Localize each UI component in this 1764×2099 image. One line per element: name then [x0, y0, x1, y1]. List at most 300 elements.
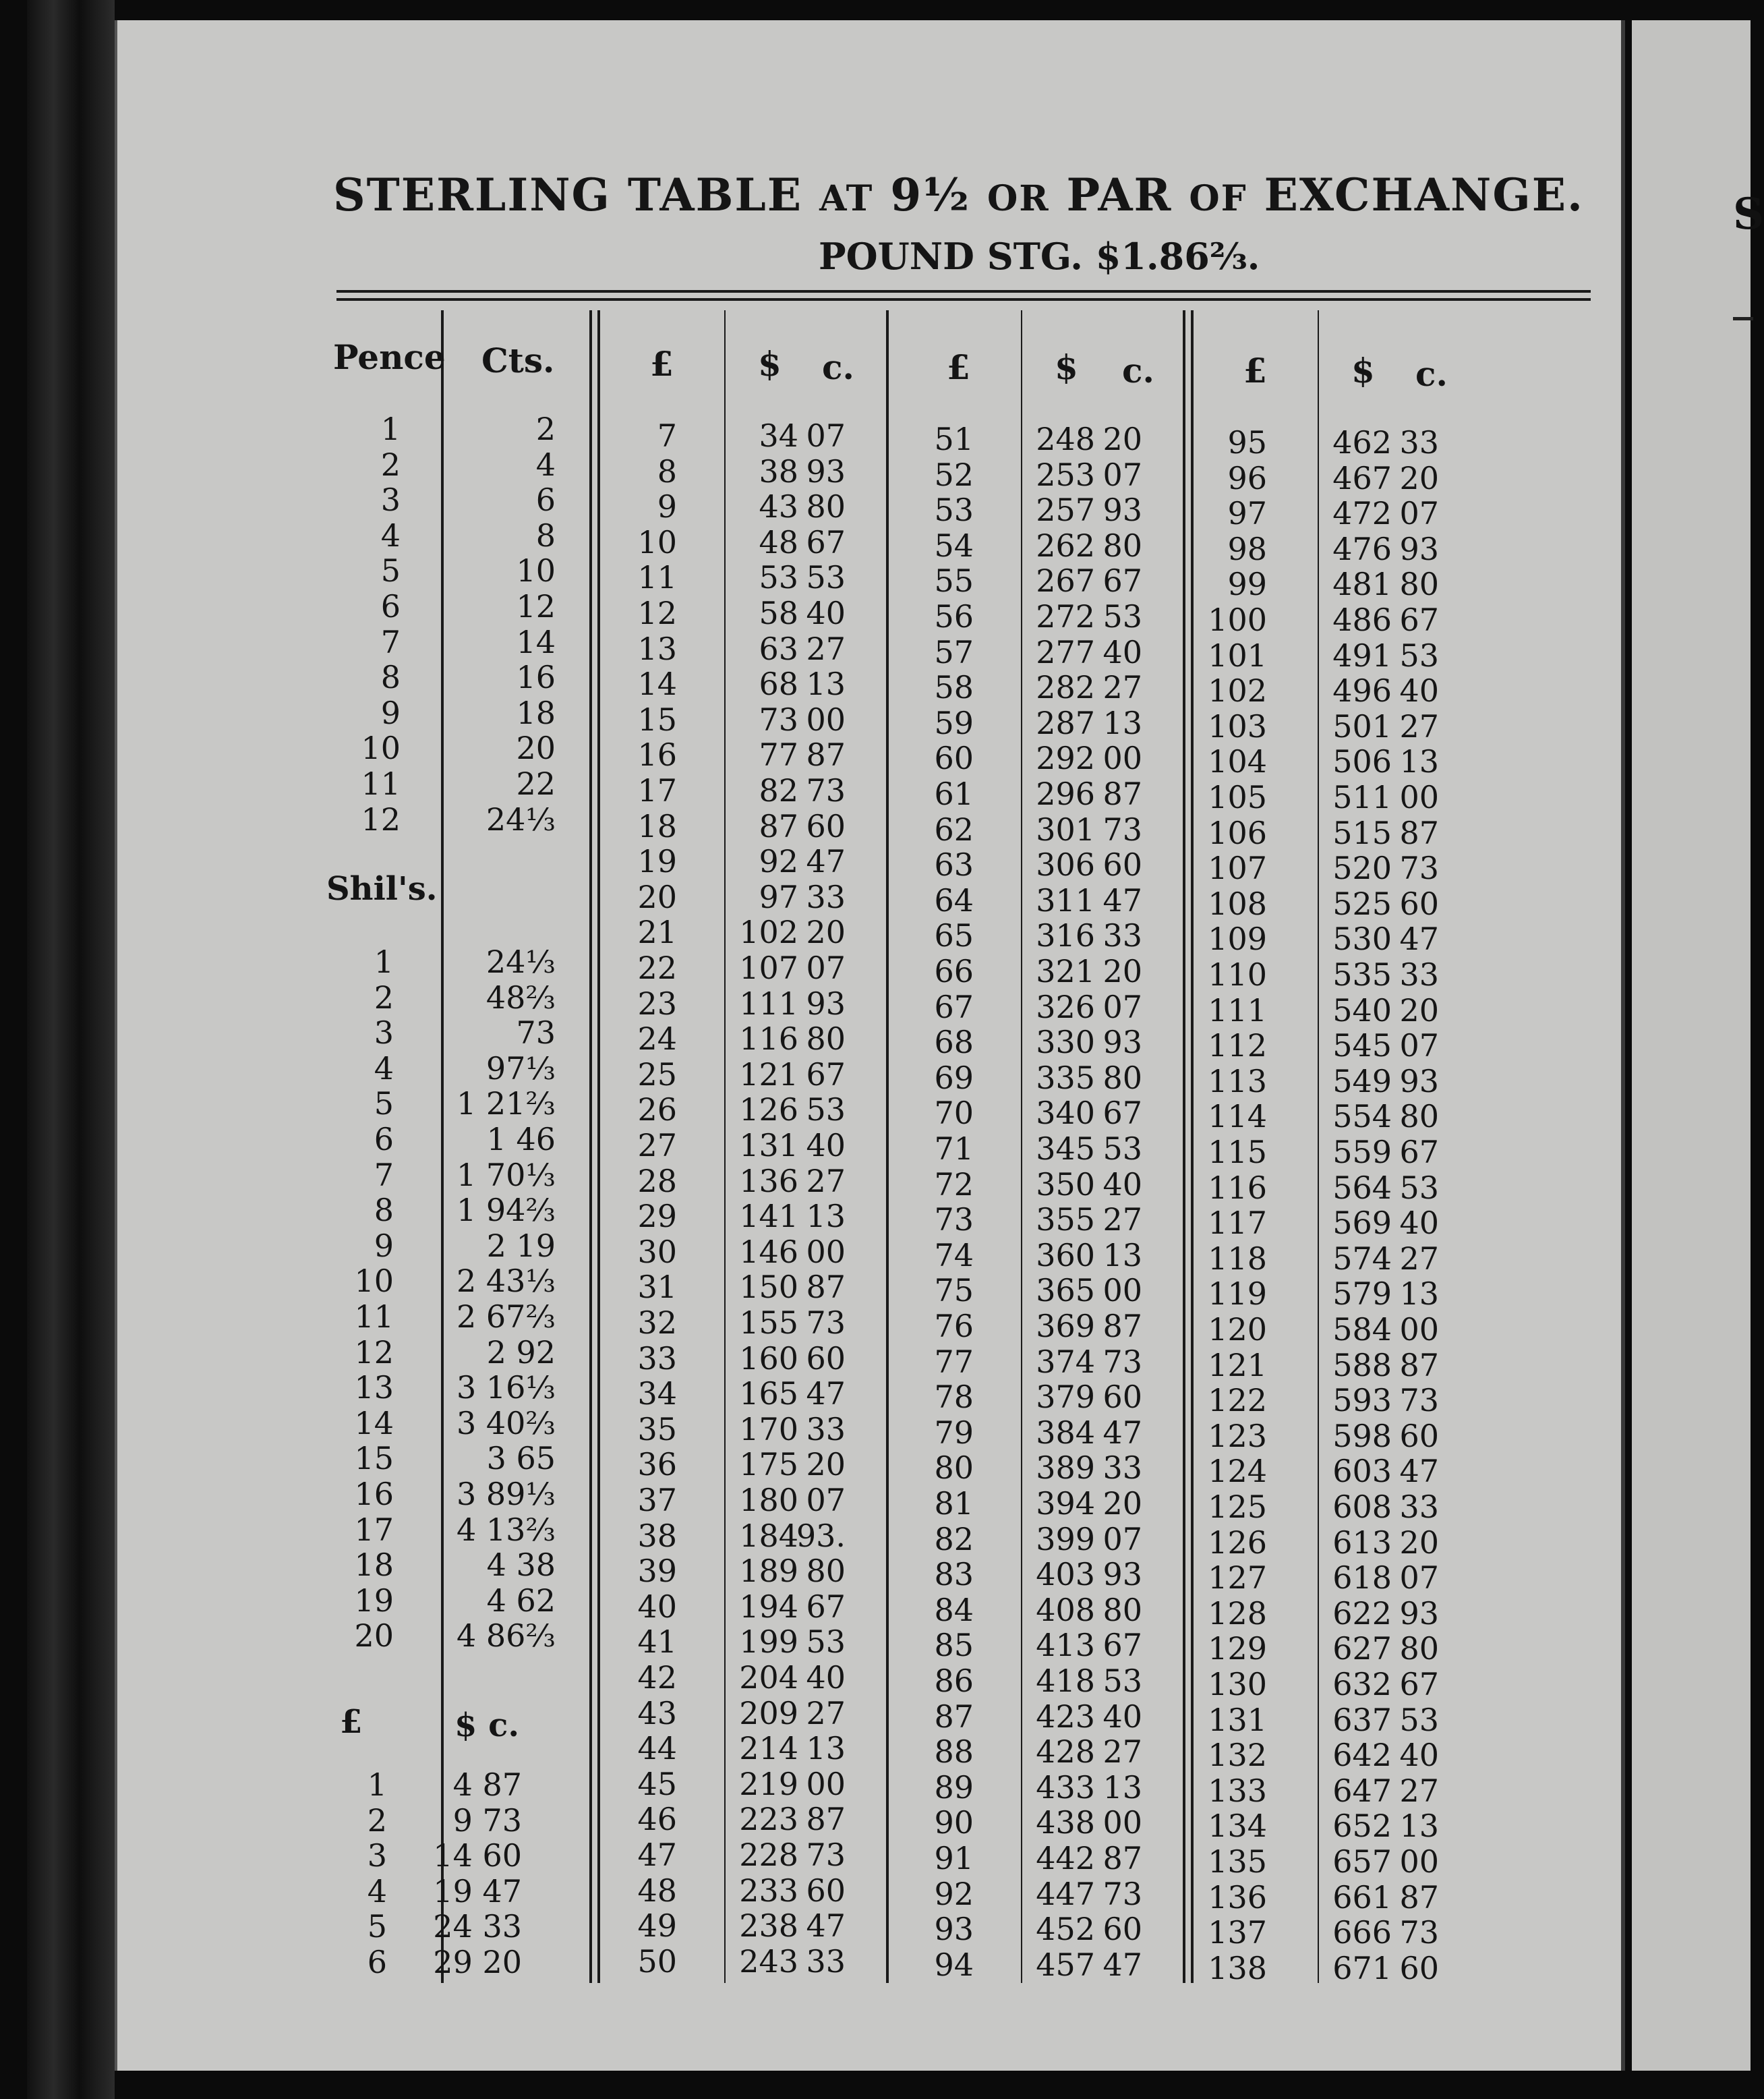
pound-small-value: 2	[367, 1802, 387, 1839]
dollar-value: 175	[739, 1446, 798, 1483]
shilling-value: 14	[354, 1404, 394, 1441]
pound-value: 43	[637, 1694, 677, 1731]
cent-value: 67	[1102, 1095, 1142, 1132]
dollar-value: 345	[1036, 1130, 1095, 1167]
dollar-value: 399	[1036, 1520, 1095, 1557]
pound-value: 15	[637, 701, 677, 738]
cent-value: 20	[1102, 1485, 1142, 1522]
pound-value: 28	[637, 1162, 677, 1199]
cent-value: 07	[806, 1482, 846, 1518]
dollar-value: 292	[1036, 740, 1095, 777]
cent-value: 27	[1102, 1201, 1142, 1238]
cent-value: 53	[1399, 637, 1439, 674]
cent-value: 53	[1102, 1663, 1142, 1699]
pence-cents: 10	[516, 552, 556, 590]
pound-value: 24	[637, 1020, 677, 1058]
cent-value: 67	[1399, 602, 1439, 638]
cent-value: 40	[1399, 1205, 1439, 1242]
cent-value: 53	[1102, 598, 1142, 635]
cent-value: 13	[1399, 1808, 1439, 1845]
shilling-value: 4	[374, 1050, 394, 1087]
pound-value: 37	[637, 1482, 677, 1518]
dollar-value: 374	[1036, 1343, 1095, 1380]
cent-value: 60	[806, 807, 846, 844]
dollar-value: 520	[1332, 850, 1392, 887]
dollar-value: 657	[1332, 1843, 1392, 1880]
pound-small-dollars-cents: 9 73	[452, 1802, 522, 1839]
pound-value: 90	[934, 1804, 974, 1841]
pound-value: 73	[934, 1201, 974, 1238]
dollar-value: 379	[1036, 1379, 1095, 1416]
dollar-value: 199	[739, 1623, 798, 1661]
shilling-value: 11	[354, 1298, 394, 1335]
cent-value: 20	[806, 1446, 846, 1483]
cent-value: 93	[1102, 1024, 1142, 1061]
pound-small-dollars-cents: 29 20	[433, 1944, 522, 1980]
cent-value: 33	[1399, 956, 1439, 993]
cent-value: 27	[1399, 1240, 1439, 1277]
dollar-value: 384	[1036, 1414, 1095, 1451]
cent-value: 93	[806, 453, 846, 490]
cent-value: 93	[1399, 530, 1439, 567]
pound-value: 108	[1208, 885, 1267, 922]
cent-value: 87	[1399, 814, 1439, 851]
pound-value: 71	[934, 1130, 974, 1167]
dollar-value: 588	[1332, 1346, 1392, 1383]
cent-value: 00	[1102, 1272, 1142, 1309]
cent-value: 07	[1399, 1559, 1439, 1597]
dollar-value: 515	[1332, 814, 1392, 851]
pound-small-dollars-cents: 24 33	[433, 1908, 522, 1945]
dollar-value: 584	[1332, 1311, 1392, 1348]
pound-value: 118	[1208, 1240, 1267, 1277]
pound-value: 91	[934, 1840, 974, 1876]
pound-value: 30	[637, 1233, 677, 1270]
dollar-value: 141	[739, 1198, 798, 1235]
dollar-value: 661	[1332, 1878, 1392, 1916]
shilling-dollars-cents: 3 65	[486, 1440, 556, 1477]
dollar-value: 632	[1332, 1666, 1392, 1702]
cent-value: 60	[806, 1872, 846, 1909]
header-rule-top	[336, 290, 1591, 293]
cent-value: 53	[1102, 1130, 1142, 1167]
pound-value: 58	[934, 669, 974, 706]
dollar-value: 223	[739, 1801, 798, 1838]
book-spine	[27, 0, 115, 2099]
pound-value: 50	[637, 1943, 677, 1980]
pence-value: 3	[380, 482, 401, 519]
cent-value: 80	[806, 1553, 846, 1590]
cent-value: 60	[1399, 1417, 1439, 1454]
pound-value: 18	[637, 807, 677, 844]
dollar-value: 428	[1036, 1733, 1095, 1771]
cent-value: 47	[1102, 1414, 1142, 1451]
cent-value: 13	[1102, 1769, 1142, 1806]
pound-value: 114	[1208, 1098, 1267, 1135]
cent-value: 80	[1399, 1630, 1439, 1667]
shilling-dollars-cents: 48⅔	[486, 979, 556, 1016]
pound-value: 69	[934, 1059, 974, 1096]
dollar-value: 545	[1332, 1027, 1392, 1064]
pence-cents: 22	[516, 766, 556, 802]
cent-value: 73	[806, 1304, 846, 1341]
cent-value: 27	[1102, 669, 1142, 706]
column-divider	[441, 310, 444, 1983]
shilling-value: 5	[374, 1085, 394, 1122]
dollar-value: 34	[759, 418, 798, 454]
title-exchange: EXCHANGE.	[1264, 169, 1585, 221]
pound-value: 103	[1208, 708, 1267, 745]
cent-value: 33	[806, 1943, 846, 1980]
pound-small-value: 6	[367, 1944, 387, 1980]
pound-value: 53	[934, 492, 974, 529]
dollar-value: 467	[1332, 459, 1392, 496]
pound-value: 126	[1208, 1524, 1267, 1561]
cent-value: 20	[1399, 991, 1439, 1029]
pence-value: 9	[380, 694, 401, 731]
dollar-value: 365	[1036, 1272, 1095, 1309]
pound-value: 95	[1227, 424, 1267, 461]
dollar-value: 146	[739, 1233, 798, 1270]
pound-value: 23	[637, 985, 677, 1022]
cent-value: 60	[1102, 846, 1142, 884]
pound-small-value: 4	[367, 1872, 387, 1909]
pound-value: 131	[1208, 1701, 1267, 1738]
dollar-value: 457	[1036, 1946, 1095, 1983]
pound-value: 100	[1208, 602, 1267, 638]
label-pound-symbol: £	[340, 1703, 363, 1741]
dollar-value: 121	[739, 1056, 798, 1093]
pound-value: 42	[637, 1659, 677, 1696]
dollar-value: 559	[1332, 1134, 1392, 1170]
dollar-value: 330	[1036, 1024, 1095, 1061]
pound-value: 20	[637, 878, 677, 915]
cent-value: 40	[1102, 1166, 1142, 1203]
shilling-value: 12	[354, 1333, 394, 1371]
pound-value: 22	[637, 950, 677, 986]
pound-value: 8	[657, 453, 677, 490]
dollar-value: 150	[739, 1269, 798, 1306]
shilling-value: 20	[354, 1617, 394, 1655]
pound-value: 130	[1208, 1666, 1267, 1702]
pound-value: 124	[1208, 1453, 1267, 1490]
dollar-value: 189	[739, 1553, 798, 1590]
cent-value: 33	[806, 878, 846, 915]
dollar-value: 413	[1036, 1627, 1095, 1664]
pence-cents: 6	[535, 482, 556, 519]
pound-value: 38	[637, 1517, 677, 1554]
dollar-value: 564	[1332, 1169, 1392, 1206]
shilling-value: 15	[354, 1440, 394, 1477]
cent-value: 80	[806, 1020, 846, 1058]
shilling-dollars-cents: 2 67⅔	[456, 1298, 556, 1335]
pound-small-dollars-cents: 4 87	[452, 1766, 522, 1803]
cent-value: 87	[1102, 1840, 1142, 1876]
pound-value: 16	[637, 737, 677, 774]
shilling-dollars-cents: 3 40⅔	[456, 1404, 556, 1441]
cent-value: 00	[1399, 779, 1439, 815]
header-cents: Cts.	[481, 341, 555, 380]
cent-value: 07	[1399, 495, 1439, 532]
cent-value: 20	[1102, 421, 1142, 457]
title-or: OR	[987, 178, 1050, 219]
pound-value: 87	[934, 1698, 974, 1735]
cent-value: 00	[806, 701, 846, 738]
shilling-value: 6	[374, 1121, 394, 1157]
pound-value: 102	[1208, 672, 1267, 710]
pound-value: 41	[637, 1623, 677, 1661]
shilling-value: 9	[374, 1227, 394, 1264]
pound-value: 44	[637, 1730, 677, 1767]
dollar-value: 107	[739, 950, 798, 986]
pound-value: 67	[934, 988, 974, 1025]
cent-value: 73	[1399, 1914, 1439, 1951]
pence-value: 7	[380, 623, 401, 660]
cent-value: 13	[1102, 704, 1142, 741]
dollar-value: 666	[1332, 1914, 1392, 1951]
shilling-dollars-cents: 97⅓	[486, 1050, 556, 1087]
pence-cents: 18	[516, 694, 556, 731]
cent-value: 40	[806, 1659, 846, 1696]
cent-value: 13	[806, 666, 846, 703]
header-pence: Pence	[333, 337, 446, 377]
pound-value: 134	[1208, 1808, 1267, 1845]
pound-value: 125	[1208, 1489, 1267, 1525]
title-par: PAR	[1066, 169, 1173, 221]
pound-value: 72	[934, 1166, 974, 1203]
title-at: AT	[819, 178, 874, 219]
dollar-value: 608	[1332, 1489, 1392, 1525]
cent-value: 27	[806, 630, 846, 667]
pound-value: 49	[637, 1907, 677, 1945]
pound-value: 111	[1208, 991, 1267, 1029]
cent-value: 00	[806, 1765, 846, 1802]
pound-value: 36	[637, 1446, 677, 1483]
pence-value: 11	[361, 766, 401, 802]
dollar-value: 228	[739, 1837, 798, 1873]
pound-value: 78	[934, 1379, 974, 1416]
pound-value: 60	[934, 740, 974, 777]
header-dollar-2: $	[1055, 347, 1078, 387]
cent-value: 60	[1399, 885, 1439, 922]
pound-value: 98	[1227, 530, 1267, 567]
dollar-value: 204	[739, 1659, 798, 1696]
cent-value: 73	[1399, 850, 1439, 887]
dollar-value: 160	[739, 1340, 798, 1377]
page-subtitle: POUND STG. $1.86⅔.	[819, 235, 1260, 278]
dollar-value: 38	[759, 453, 798, 490]
dollar-value: 248	[1036, 421, 1095, 457]
dollar-value: 618	[1332, 1559, 1392, 1597]
pound-value: 96	[1227, 459, 1267, 496]
pound-value: 14	[637, 666, 677, 703]
dollar-value: 214	[739, 1730, 798, 1767]
shilling-value: 19	[354, 1582, 394, 1619]
pound-value: 94	[934, 1946, 974, 1983]
pound-value: 127	[1208, 1559, 1267, 1597]
shilling-value: 10	[354, 1263, 394, 1300]
pound-value: 110	[1208, 956, 1267, 993]
cent-value: 53	[806, 1091, 846, 1128]
pound-value: 79	[934, 1414, 974, 1451]
pound-value: 106	[1208, 814, 1267, 851]
pound-value: 7	[657, 418, 677, 454]
pound-value: 80	[934, 1449, 974, 1487]
dollar-value: 340	[1036, 1095, 1095, 1132]
pound-value: 65	[934, 917, 974, 954]
pound-value: 138	[1208, 1949, 1267, 1986]
title-of: OF	[1189, 178, 1247, 219]
pound-value: 84	[934, 1591, 974, 1628]
dollar-value: 180	[739, 1482, 798, 1518]
pence-value: 5	[380, 552, 401, 590]
column-divider	[1183, 310, 1185, 1983]
pound-value: 109	[1208, 921, 1267, 958]
cent-value: 60	[806, 1340, 846, 1377]
cent-value: 73	[806, 1837, 846, 1873]
cent-value: 07	[806, 950, 846, 986]
pence-value: 4	[380, 517, 401, 554]
cent-value: 47	[806, 843, 846, 880]
shilling-dollars-cents: 1 70⅓	[456, 1156, 556, 1193]
cent-value: 27	[1399, 708, 1439, 745]
pound-value: 129	[1208, 1630, 1267, 1667]
cent-value: 40	[1102, 1698, 1142, 1735]
dollar-value: 311	[1036, 882, 1095, 919]
cent-value: 13	[806, 1730, 846, 1767]
cent-value: 00	[1399, 1843, 1439, 1880]
pound-value: 101	[1208, 637, 1267, 674]
cent-value: 13	[1399, 743, 1439, 780]
dollar-value: 647	[1332, 1772, 1392, 1809]
dollar-value: 209	[739, 1694, 798, 1731]
cent-value: 07	[1102, 988, 1142, 1025]
pound-value: 70	[934, 1095, 974, 1132]
dollar-value: 408	[1036, 1591, 1095, 1628]
dollar-value: 277	[1036, 633, 1095, 670]
shilling-value: 8	[374, 1192, 394, 1229]
pound-value: 39	[637, 1553, 677, 1590]
cent-value: 13	[806, 1198, 846, 1235]
pound-value: 122	[1208, 1382, 1267, 1419]
pound-value: 12	[637, 595, 677, 631]
pound-value: 35	[637, 1410, 677, 1447]
cent-value: 53	[806, 1623, 846, 1661]
dollar-value: 501	[1332, 708, 1392, 745]
cent-value: 40	[1399, 672, 1439, 710]
dollar-value: 282	[1036, 669, 1095, 706]
pence-value: 10	[361, 730, 401, 767]
pound-value: 55	[934, 563, 974, 600]
pound-value: 46	[637, 1801, 677, 1838]
pound-value: 82	[934, 1520, 974, 1557]
header-cent-3: c.	[1415, 354, 1448, 394]
pound-value: 113	[1208, 1062, 1267, 1099]
column-divider	[589, 310, 592, 1983]
shilling-value: 3	[374, 1014, 394, 1052]
cent-value: 73	[806, 772, 846, 809]
page-title	[333, 169, 1594, 221]
cent-value: 20	[806, 914, 846, 951]
shilling-value: 13	[354, 1369, 394, 1406]
pound-value: 115	[1208, 1134, 1267, 1170]
pound-value: 33	[637, 1340, 677, 1377]
cent-value: 67	[1102, 563, 1142, 600]
shilling-value: 2	[374, 979, 394, 1016]
pound-value: 121	[1208, 1346, 1267, 1383]
title-rate: 9½	[890, 169, 971, 221]
pound-value: 92	[934, 1875, 974, 1912]
pound-value: 47	[637, 1837, 677, 1873]
dollar-value: 272	[1036, 598, 1095, 635]
dollar-value: 87	[759, 807, 798, 844]
dollar-value: 511	[1332, 779, 1392, 815]
pound-value: 26	[637, 1091, 677, 1128]
shilling-value: 7	[374, 1156, 394, 1193]
dollar-value: 287	[1036, 704, 1095, 741]
pound-value: 56	[934, 598, 974, 635]
dollar-value: 43	[759, 488, 798, 525]
dollar-value: 257	[1036, 492, 1095, 529]
pence-cents: 16	[516, 659, 556, 696]
dollar-value: 452	[1036, 1911, 1095, 1948]
facing-page-rule	[1733, 317, 1753, 320]
pound-value: 59	[934, 704, 974, 741]
pound-value: 57	[934, 633, 974, 670]
dollar-value: 671	[1332, 1949, 1392, 1986]
pound-value: 34	[637, 1375, 677, 1412]
pound-value: 74	[934, 1236, 974, 1273]
dollar-value: 63	[759, 630, 798, 667]
pound-value: 9	[657, 488, 677, 525]
dollar-value: 243	[739, 1943, 798, 1980]
pound-value: 112	[1208, 1027, 1267, 1064]
cent-value: 93.	[796, 1517, 846, 1554]
cent-value: 47	[806, 1907, 846, 1945]
dollar-value: 262	[1036, 527, 1095, 564]
shilling-dollars-cents: 4 13⅔	[456, 1511, 556, 1548]
dollar-value: 267	[1036, 563, 1095, 600]
cent-value: 87	[1399, 1878, 1439, 1916]
cent-value: 80	[806, 488, 846, 525]
dollar-value: 326	[1036, 988, 1095, 1025]
pound-value: 19	[637, 843, 677, 880]
cent-value: 33	[1102, 917, 1142, 954]
cent-value: 80	[1399, 566, 1439, 603]
cent-value: 73	[1102, 1343, 1142, 1380]
dollar-value: 92	[759, 843, 798, 880]
shilling-dollars-cents: 1 21⅔	[456, 1085, 556, 1122]
cent-value: 93	[806, 985, 846, 1022]
cent-value: 40	[1399, 1737, 1439, 1774]
dollar-value: 111	[739, 985, 798, 1022]
pound-value: 137	[1208, 1914, 1267, 1951]
dollar-value: 530	[1332, 921, 1392, 958]
pound-value: 85	[934, 1627, 974, 1664]
pound-small-dollars-cents: 14 60	[433, 1837, 522, 1874]
dollar-value: 253	[1036, 456, 1095, 493]
pound-value: 75	[934, 1272, 974, 1309]
pound-value: 17	[637, 772, 677, 809]
cent-value: 87	[806, 1269, 846, 1306]
cent-value: 87	[1102, 1308, 1142, 1344]
pound-value: 123	[1208, 1417, 1267, 1454]
cent-value: 47	[1102, 1946, 1142, 1983]
pound-value: 105	[1208, 779, 1267, 815]
cent-value: 93	[1102, 1556, 1142, 1593]
cent-value: 47	[806, 1375, 846, 1412]
pound-value: 25	[637, 1056, 677, 1093]
